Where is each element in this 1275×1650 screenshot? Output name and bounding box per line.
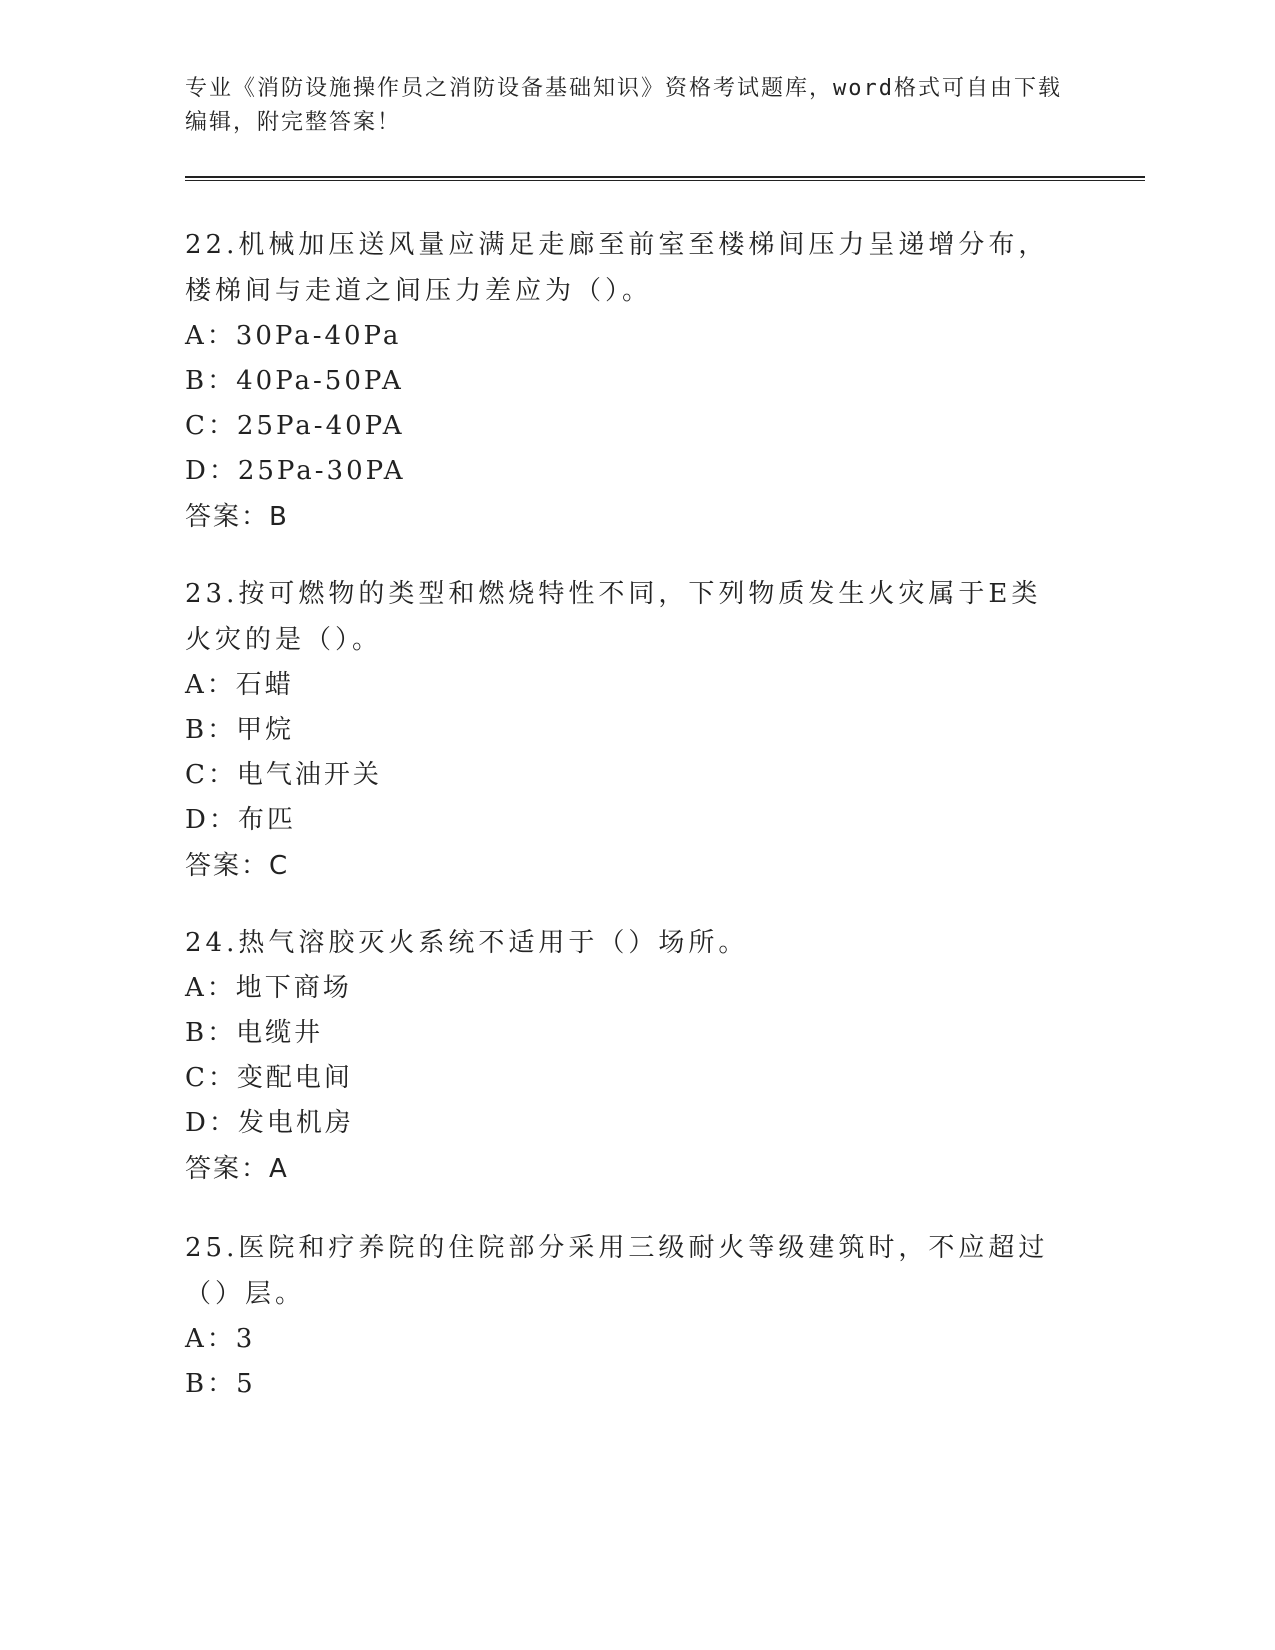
option-d: D：25Pa-30PA <box>185 456 406 486</box>
question-stem: 23.按可燃物的类型和燃烧特性不同，下列物质发生火灾属于E类火灾的是（）。 <box>185 579 1042 655</box>
question-stem: 24.热气溶胶灭火系统不适用于（）场所。 <box>185 928 749 958</box>
question-22 <box>185 222 1065 540</box>
question-25 <box>185 1225 1065 1407</box>
question-stem: 25.医院和疗养院的住院部分采用三级耐火等级建筑时，不应超过（）层。 <box>185 1233 1049 1309</box>
header-divider <box>185 176 1145 181</box>
option-c: C：变配电间 <box>185 1063 353 1093</box>
option-a: A：地下商场 <box>185 973 352 1003</box>
document-header: 专业《消防设施操作员之消防设备基础知识》资格考试题库，word格式可自由下载编辑，附完整答案！ <box>185 76 1062 135</box>
answer: 答案：B <box>185 502 289 532</box>
option-c: C：电气油开关 <box>185 760 382 790</box>
question-stem: 22.机械加压送风量应满足走廊至前室至楼梯间压力呈递增分布，楼梯间与走道之间压力差应为（）。 <box>185 230 1049 306</box>
option-a: A：30Pa-40Pa <box>185 321 402 351</box>
answer: 答案：A <box>185 1154 289 1184</box>
answer: 答案：C <box>185 851 290 881</box>
option-a: A：石蜡 <box>185 670 294 700</box>
question-23 <box>185 571 1065 889</box>
option-b: B：甲烷 <box>185 715 295 745</box>
option-c: C：25Pa-40PA <box>185 411 405 441</box>
option-d: D：布匹 <box>185 805 296 835</box>
option-b: B：电缆井 <box>185 1018 324 1048</box>
question-24 <box>185 920 1065 1192</box>
option-b: B：5 <box>185 1369 256 1399</box>
option-d: D：发电机房 <box>185 1108 354 1138</box>
option-a: A：3 <box>185 1324 256 1354</box>
option-b: B：40Pa-50PA <box>185 366 404 396</box>
